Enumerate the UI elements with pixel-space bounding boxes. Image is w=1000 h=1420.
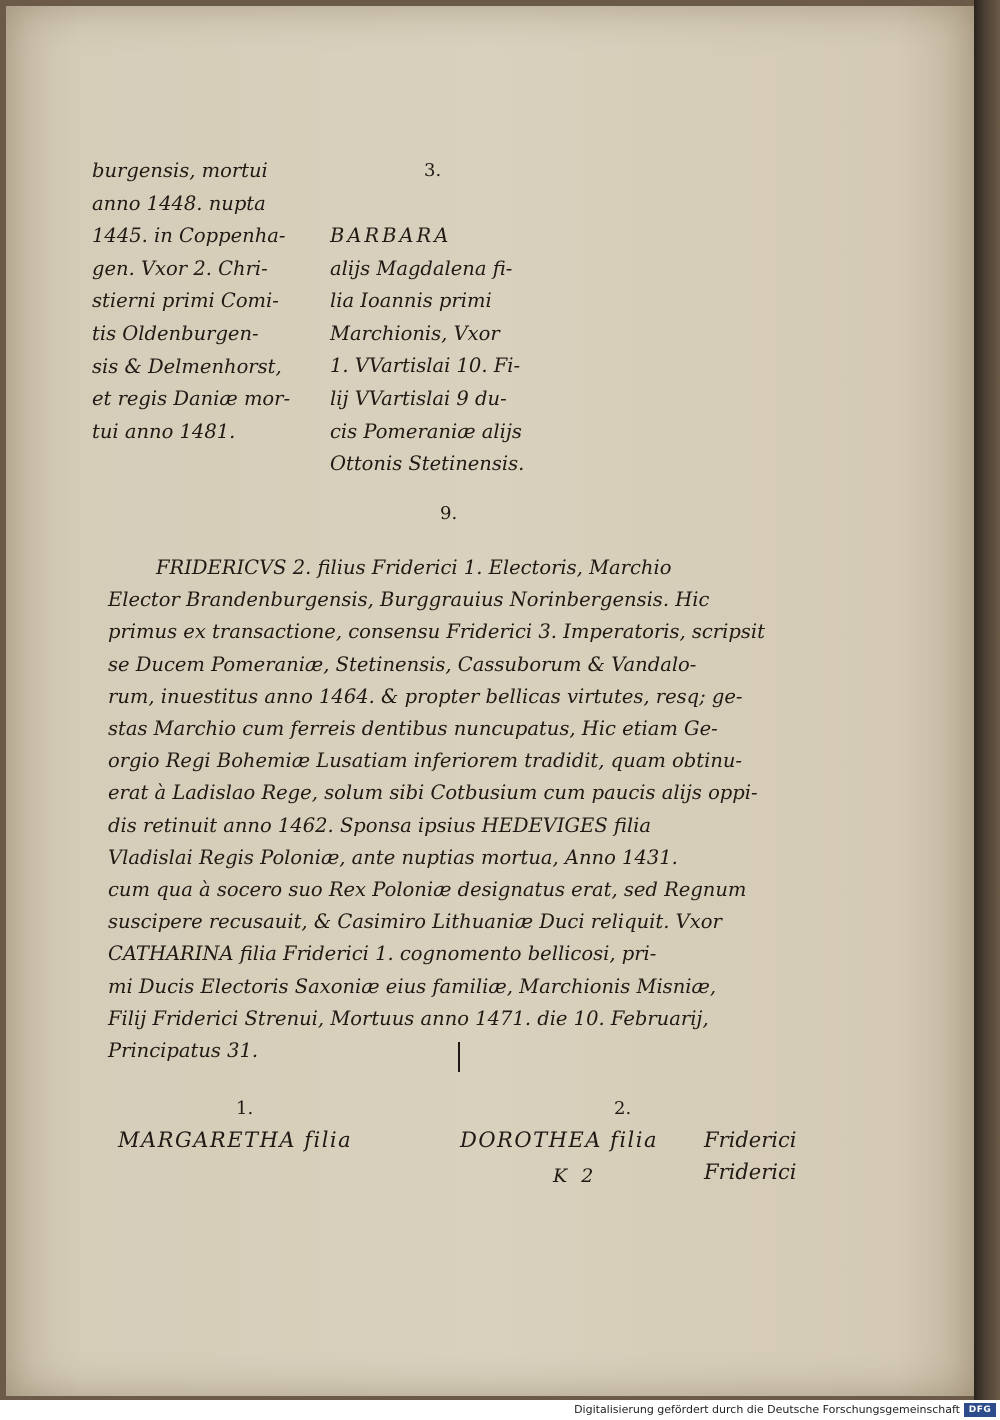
left-line: sis & Delmenhorst,: [92, 354, 282, 378]
section-number: 9.: [440, 503, 458, 524]
main-paragraph: [108, 552, 808, 1067]
paragraph-line: suscipere recusauit, & Casimiro Lithuaniæ Duci reliquit. Vxor: [108, 910, 722, 934]
left-line: anno 1448. nupta: [92, 191, 266, 215]
right-line: Ottonis Stetinensis.: [330, 452, 525, 476]
right-line: Marchionis, Vxor: [330, 321, 500, 345]
right-line: alijs Magdalena fi-: [330, 256, 513, 280]
paragraph-line: stas Marchio cum ferreis dentibus nuncupatus, Hic etiam Ge-: [108, 717, 718, 741]
dfg-logo-icon[interactable]: DFG: [964, 1403, 996, 1417]
paragraph-line: Vladislai Regis Poloniæ, ante nuptias mortua, Anno 1431.: [108, 845, 678, 869]
paragraph-line: cum qua à socero suo Rex Poloniæ designatus erat, sed Regnum: [108, 878, 747, 902]
left-line: stierni primi Comi-: [92, 289, 279, 313]
right-column: [330, 220, 540, 481]
left-line: burgensis, mortui: [92, 159, 268, 182]
catchword: Friderici: [704, 1160, 797, 1184]
paragraph-line: rum, inuestitus anno 1464. & propter bellicas virtutes, resq; ge-: [108, 684, 743, 708]
footer-bar: [0, 1400, 1000, 1420]
margaretha-line: MARGARETHA filia: [118, 1128, 353, 1152]
paragraph-line: se Ducem Pomeraniæ, Stetinensis, Cassuborum & Vandalo-: [108, 652, 697, 676]
signature-mark: K 2: [553, 1165, 598, 1187]
entry-number-3: 3.: [424, 160, 442, 181]
paragraph-line: erat à Ladislao Rege, solum sibi Cotbusium cum paucis alijs oppi-: [108, 781, 758, 805]
left-column: [92, 155, 317, 448]
left-line: et regis Daniæ mor-: [92, 387, 291, 411]
paragraph-line: CATHARINA filia Friderici 1. cognomento bellicosi, pri-: [108, 942, 657, 966]
left-line: 1445. in Coppenha-: [92, 224, 286, 248]
dorothea-line: DOROTHEA filia: [460, 1128, 659, 1152]
paragraph-line: FRIDERICVS 2. filius Friderici 1. Electoris, Marchio: [156, 556, 672, 579]
sub-number-1: 1.: [236, 1098, 254, 1119]
paragraph-line: Filij Friderici Strenui, Mortuus anno 1471. die 10. Februarij,: [108, 1006, 709, 1030]
book-edge: [974, 0, 1000, 1400]
paragraph-line: mi Ducis Electoris Saxoniæ eius familiæ, Marchionis Misniæ,: [108, 974, 717, 998]
left-line: gen. Vxor 2. Chri-: [92, 256, 268, 280]
footer-credit: Digitalisierung gefördert durch die Deutsche Forschungsgemeinschaft: [574, 1403, 960, 1416]
left-line: tis Oldenburgen-: [92, 321, 259, 345]
right-line: lij VVartislai 9 du-: [330, 386, 507, 410]
paragraph-line: primus ex transactione, consensu Friderici 3. Imperatoris, scripsit: [108, 620, 765, 644]
friderici-line: Friderici: [704, 1128, 797, 1152]
paragraph-line: Elector Brandenburgensis, Burggrauius Norinbergensis. Hic: [108, 588, 710, 612]
text-cursor-mark: [458, 1042, 460, 1072]
right-line: cis Pomeraniæ alijs: [330, 419, 522, 443]
sub-number-2: 2.: [614, 1098, 632, 1119]
left-line: tui anno 1481.: [92, 419, 236, 443]
right-line: lia Ioannis primi: [330, 289, 492, 313]
paragraph-line: Principatus 31.: [108, 1039, 259, 1063]
right-line: 1. VVartislai 10. Fi-: [330, 354, 521, 378]
paragraph-line: dis retinuit anno 1462. Sponsa ipsius HEDEVIGES filia: [108, 813, 652, 837]
paragraph-line: orgio Regi Bohemiæ Lusatiam inferiorem tradidit, quam obtinu-: [108, 749, 743, 773]
right-line: BARBARA: [330, 224, 452, 247]
